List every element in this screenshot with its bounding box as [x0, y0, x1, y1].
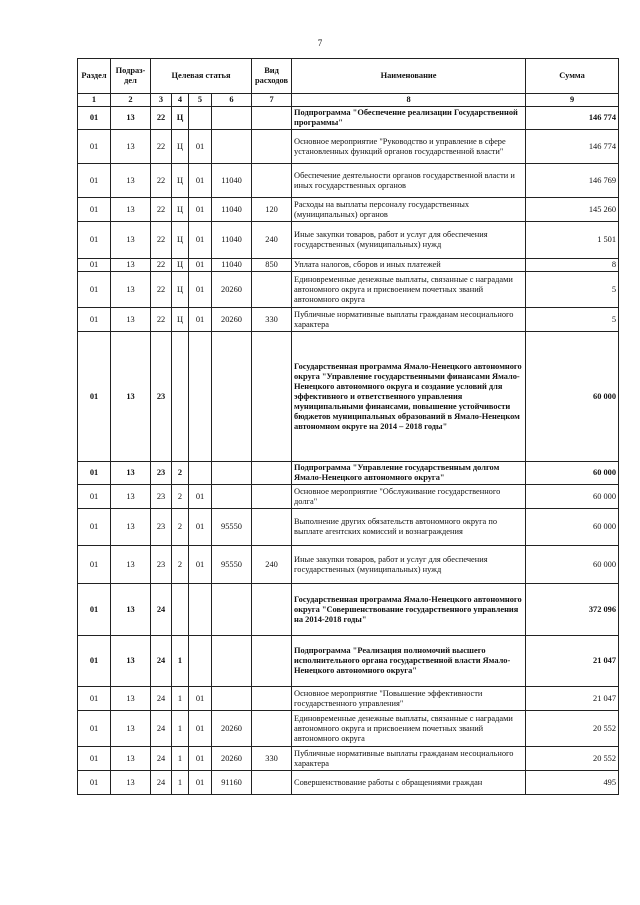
cell-section: 01 [78, 272, 111, 308]
cell-target-direction: 91160 [212, 771, 252, 795]
cell-section: 01 [78, 687, 111, 711]
cell-target-activity: 01 [189, 222, 212, 259]
cell-target-subprogram: 2 [172, 509, 189, 546]
cell-target-program: 24 [151, 771, 172, 795]
cell-expense-type [252, 636, 292, 687]
cell-section: 01 [78, 711, 111, 747]
cell-target-program: 22 [151, 107, 172, 130]
cell-subsection: 13 [111, 198, 151, 222]
cell-section: 01 [78, 636, 111, 687]
cell-section: 01 [78, 546, 111, 584]
cell-target-activity: 01 [189, 308, 212, 332]
cell-sum: 60 000 [526, 332, 619, 462]
cell-sum: 5 [526, 308, 619, 332]
cell-target-subprogram: Ц [172, 198, 189, 222]
table-row [78, 259, 619, 272]
cell-target-program: 22 [151, 130, 172, 164]
cell-section: 01 [78, 332, 111, 462]
cell-sum: 146 769 [526, 164, 619, 198]
cell-target-direction: 95550 [212, 509, 252, 546]
cell-expense-type [252, 462, 292, 485]
cell-target-subprogram: 1 [172, 771, 189, 795]
cell-target-direction: 20260 [212, 272, 252, 308]
cell-sum: 5 [526, 272, 619, 308]
cell-subsection: 13 [111, 636, 151, 687]
cell-target-subprogram: Ц [172, 107, 189, 130]
cell-name: Единовременные денежные выплаты, связанные с наградами автономного округа и присвоением почетных званий автономного округа [292, 711, 526, 747]
table-row [78, 771, 619, 795]
cell-target-activity [189, 636, 212, 687]
cell-target-direction: 20260 [212, 747, 252, 771]
column-number: 7 [252, 94, 292, 107]
cell-target-activity: 01 [189, 259, 212, 272]
cell-sum: 146 774 [526, 130, 619, 164]
cell-target-activity: 01 [189, 485, 212, 509]
cell-target-direction: 11040 [212, 164, 252, 198]
cell-expense-type: 120 [252, 198, 292, 222]
column-number: 8 [292, 94, 526, 107]
cell-target-subprogram: 2 [172, 546, 189, 584]
cell-subsection: 13 [111, 272, 151, 308]
cell-section: 01 [78, 771, 111, 795]
cell-target-subprogram: 1 [172, 687, 189, 711]
cell-subsection: 13 [111, 687, 151, 711]
cell-section: 01 [78, 308, 111, 332]
column-number: 3 [151, 94, 172, 107]
cell-name: Расходы на выплаты персоналу государственных (муниципальных) органов [292, 198, 526, 222]
cell-sum: 372 096 [526, 584, 619, 636]
table-row [78, 636, 619, 687]
header-subsection: Подраз-дел [111, 59, 151, 94]
cell-target-subprogram: 2 [172, 485, 189, 509]
cell-subsection: 13 [111, 130, 151, 164]
cell-sum: 60 000 [526, 509, 619, 546]
cell-target-program: 24 [151, 711, 172, 747]
cell-sum: 60 000 [526, 546, 619, 584]
cell-expense-type [252, 584, 292, 636]
table-row [78, 222, 619, 259]
table-row [78, 485, 619, 509]
cell-name: Основное мероприятие "Обслуживание государственного долга" [292, 485, 526, 509]
cell-sum: 145 260 [526, 198, 619, 222]
cell-target-program: 22 [151, 308, 172, 332]
cell-target-direction: 11040 [212, 222, 252, 259]
cell-expense-type [252, 164, 292, 198]
cell-name: Основное мероприятие "Руководство и управление в сфере установленных функций органов государственной власти" [292, 130, 526, 164]
cell-sum: 60 000 [526, 485, 619, 509]
cell-target-activity: 01 [189, 687, 212, 711]
cell-expense-type [252, 711, 292, 747]
cell-sum: 21 047 [526, 636, 619, 687]
header-target: Целевая статья [151, 59, 252, 94]
cell-expense-type [252, 332, 292, 462]
cell-subsection: 13 [111, 107, 151, 130]
cell-target-activity: 01 [189, 747, 212, 771]
header-sum: Сумма [526, 59, 619, 94]
cell-name: Уплата налогов, сборов и иных платежей [292, 259, 526, 272]
cell-name: Подпрограмма "Реализация полномочий высшего исполнительного органа государственной власти Ямало-Ненецкого автономного округа" [292, 636, 526, 687]
cell-target-program: 23 [151, 546, 172, 584]
cell-subsection: 13 [111, 222, 151, 259]
cell-expense-type [252, 485, 292, 509]
cell-target-program: 23 [151, 485, 172, 509]
table-row [78, 130, 619, 164]
cell-target-direction [212, 130, 252, 164]
table-row [78, 687, 619, 711]
header-section: Раздел [78, 59, 111, 94]
cell-sum: 146 774 [526, 107, 619, 130]
cell-target-activity [189, 584, 212, 636]
cell-target-subprogram: 1 [172, 636, 189, 687]
cell-name: Совершенствование работы с обращениями граждан [292, 771, 526, 795]
cell-section: 01 [78, 222, 111, 259]
cell-section: 01 [78, 130, 111, 164]
cell-expense-type: 850 [252, 259, 292, 272]
cell-name: Подпрограмма "Обеспечение реализации Государственной программы" [292, 107, 526, 130]
cell-target-direction [212, 332, 252, 462]
cell-expense-type [252, 130, 292, 164]
column-number: 1 [78, 94, 111, 107]
cell-subsection: 13 [111, 462, 151, 485]
cell-section: 01 [78, 747, 111, 771]
cell-target-direction: 20260 [212, 711, 252, 747]
cell-sum: 21 047 [526, 687, 619, 711]
header-expense: Вид расходов [252, 59, 292, 94]
table-row [78, 462, 619, 485]
cell-expense-type: 330 [252, 747, 292, 771]
table-row [78, 198, 619, 222]
cell-subsection: 13 [111, 546, 151, 584]
cell-subsection: 13 [111, 509, 151, 546]
cell-section: 01 [78, 584, 111, 636]
cell-name: Иные закупки товаров, работ и услуг для обеспечения государственных (муниципальных) нужд [292, 546, 526, 584]
cell-expense-type: 330 [252, 308, 292, 332]
cell-target-program: 22 [151, 259, 172, 272]
cell-target-direction [212, 687, 252, 711]
cell-target-activity: 01 [189, 711, 212, 747]
cell-expense-type [252, 272, 292, 308]
budget-table [77, 58, 619, 795]
cell-sum: 20 552 [526, 747, 619, 771]
cell-name: Публичные нормативные выплаты гражданам несоциального характера [292, 308, 526, 332]
cell-target-subprogram: Ц [172, 222, 189, 259]
cell-target-program: 22 [151, 222, 172, 259]
cell-subsection: 13 [111, 259, 151, 272]
cell-target-program: 23 [151, 509, 172, 546]
cell-subsection: 13 [111, 164, 151, 198]
cell-expense-type: 240 [252, 222, 292, 259]
cell-section: 01 [78, 164, 111, 198]
table-row [78, 584, 619, 636]
cell-target-program: 24 [151, 636, 172, 687]
cell-target-direction [212, 485, 252, 509]
cell-name: Иные закупки товаров, работ и услуг для обеспечения государственных (муниципальных) нужд [292, 222, 526, 259]
cell-section: 01 [78, 198, 111, 222]
cell-expense-type [252, 509, 292, 546]
cell-target-direction [212, 462, 252, 485]
cell-target-subprogram [172, 332, 189, 462]
cell-subsection: 13 [111, 332, 151, 462]
cell-target-direction: 95550 [212, 546, 252, 584]
cell-target-activity [189, 462, 212, 485]
cell-subsection: 13 [111, 747, 151, 771]
cell-target-program: 22 [151, 272, 172, 308]
cell-target-subprogram: Ц [172, 164, 189, 198]
cell-name: Публичные нормативные выплаты гражданам несоциального характера [292, 747, 526, 771]
cell-target-subprogram: Ц [172, 259, 189, 272]
cell-target-activity: 01 [189, 546, 212, 584]
cell-target-direction [212, 584, 252, 636]
cell-expense-type [252, 687, 292, 711]
cell-section: 01 [78, 462, 111, 485]
cell-section: 01 [78, 485, 111, 509]
cell-target-subprogram: Ц [172, 308, 189, 332]
column-number: 4 [172, 94, 189, 107]
cell-subsection: 13 [111, 485, 151, 509]
table-row [78, 546, 619, 584]
cell-name: Выполнение других обязательств автономного округа по выплате агентских комиссий и вознаграждения [292, 509, 526, 546]
cell-name: Государственная программа Ямало-Ненецкого автономного округа "Совершенствование государственного управления на 2014-2018 годы" [292, 584, 526, 636]
cell-sum: 8 [526, 259, 619, 272]
cell-target-program: 22 [151, 164, 172, 198]
cell-target-subprogram [172, 584, 189, 636]
cell-target-direction [212, 636, 252, 687]
column-number: 2 [111, 94, 151, 107]
header-row [78, 59, 619, 94]
cell-expense-type [252, 107, 292, 130]
cell-target-subprogram: Ц [172, 272, 189, 308]
cell-target-activity [189, 332, 212, 462]
cell-target-activity [189, 107, 212, 130]
cell-name: Единовременные денежные выплаты, связанные с наградами автономного округа и присвоением почетных званий автономного округа [292, 272, 526, 308]
cell-name: Государственная программа Ямало-Ненецкого автономного округа "Управление государственными финансами Ямало-Ненецкого автономного округа и создание условий для эффективного и ответственного управления муниципальными финансами, повышение устойчивости бюджетов муниципальных образований в Ямало-Ненецком автономном округе на 2014 – 2018 годы" [292, 332, 526, 462]
cell-target-program: 23 [151, 332, 172, 462]
page-number: 7 [317, 38, 323, 48]
header-name: Наименование [292, 59, 526, 94]
cell-target-direction: 11040 [212, 198, 252, 222]
cell-target-activity: 01 [189, 164, 212, 198]
cell-expense-type [252, 771, 292, 795]
column-number: 9 [526, 94, 619, 107]
column-number: 5 [189, 94, 212, 107]
cell-name: Обеспечение деятельности органов государственной власти и иных государственных органов [292, 164, 526, 198]
cell-subsection: 13 [111, 584, 151, 636]
table-row [78, 164, 619, 198]
cell-target-direction: 11040 [212, 259, 252, 272]
table-row [78, 272, 619, 308]
cell-target-subprogram: 1 [172, 747, 189, 771]
cell-target-activity: 01 [189, 272, 212, 308]
cell-target-activity: 01 [189, 198, 212, 222]
table-row [78, 747, 619, 771]
cell-target-direction: 20260 [212, 308, 252, 332]
cell-sum: 20 552 [526, 711, 619, 747]
cell-target-program: 22 [151, 198, 172, 222]
table-row [78, 509, 619, 546]
cell-section: 01 [78, 107, 111, 130]
cell-name: Основное мероприятие "Повышение эффективности государственного управления" [292, 687, 526, 711]
cell-target-program: 24 [151, 584, 172, 636]
cell-target-direction [212, 107, 252, 130]
cell-sum: 60 000 [526, 462, 619, 485]
cell-target-activity: 01 [189, 771, 212, 795]
column-number: 6 [212, 94, 252, 107]
cell-subsection: 13 [111, 771, 151, 795]
cell-target-subprogram: 2 [172, 462, 189, 485]
cell-name: Подпрограмма "Управление государственным долгом Ямало-Ненецкого автономного округа" [292, 462, 526, 485]
cell-expense-type: 240 [252, 546, 292, 584]
cell-target-activity: 01 [189, 509, 212, 546]
table-row [78, 308, 619, 332]
cell-target-program: 24 [151, 687, 172, 711]
table-body [78, 107, 619, 795]
cell-section: 01 [78, 509, 111, 546]
cell-subsection: 13 [111, 711, 151, 747]
cell-section: 01 [78, 259, 111, 272]
cell-target-subprogram: Ц [172, 130, 189, 164]
column-number-row [78, 94, 619, 107]
cell-target-program: 24 [151, 747, 172, 771]
cell-sum: 495 [526, 771, 619, 795]
cell-subsection: 13 [111, 308, 151, 332]
table-row [78, 332, 619, 462]
cell-sum: 1 501 [526, 222, 619, 259]
table-row [78, 107, 619, 130]
table-row [78, 711, 619, 747]
cell-target-subprogram: 1 [172, 711, 189, 747]
cell-target-activity: 01 [189, 130, 212, 164]
cell-target-program: 23 [151, 462, 172, 485]
